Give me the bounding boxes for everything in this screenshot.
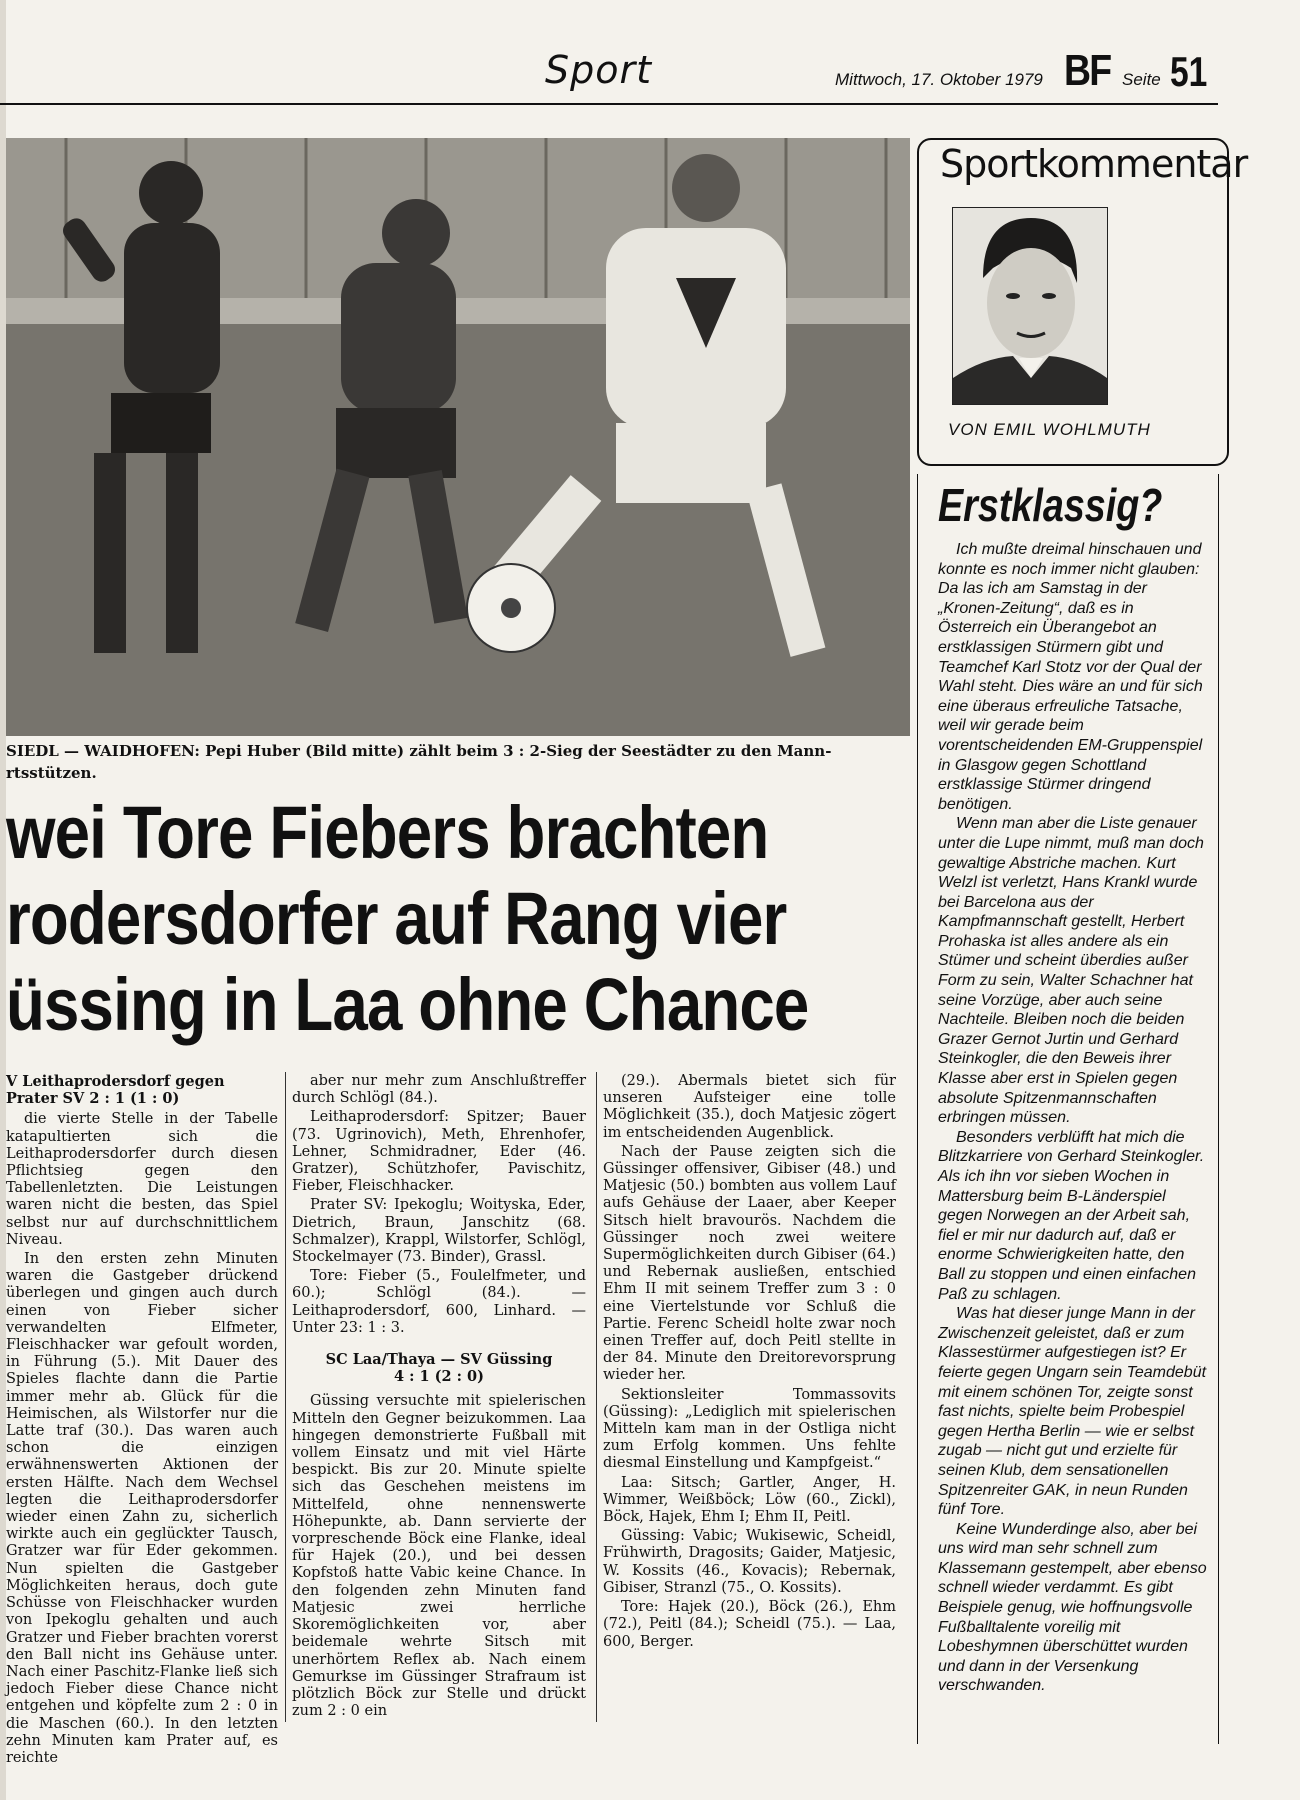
page-number: 51 [1170, 48, 1208, 95]
kommentar-author: VON EMIL WOHLMUTH [948, 420, 1151, 439]
photo-caption: SIEDL — WAIDHOFEN: Pepi Huber (Bild mitte) zählt beim 3 : 2-Sieg der Seestädter zu den Mann- rtsstützen. [6, 742, 832, 782]
paragraph: die vierte Stelle in der Tabelle katapultierten sich die Leithaprodersdorfer durch diesen Pflichtsieg gegen den Tabellenletzten. Die Leistungen waren nicht die besten, das Spiel selbst nur auf durchschnittlichem Niveau. [6, 1111, 278, 1248]
paragraph: Nach der Pause zeigten sich die Güssinger offensiver, Gibiser (48.) und Matjesic (50.) bombten aus vollem Lauf aufs Gehäuse der Laaer, aber Keeper Sitsch hielt bravourös. Nachdem die Güssinger noch zwei weitere Supermöglichkeiten durch Gibiser (64.) und Rebernak ausließen, entschied Ehm II mit seinem Treffer zum 3 : 0 eine Viertelstunde vor Schluß die Partie. Ferenc Scheidl holte zwar noch einen Treffer auf, doch Peitl stellte in der 84. Minute den Dreitorevorsprung wieder her. [603, 1143, 896, 1384]
kommentar-title: Sportkommentar [940, 142, 1248, 186]
paragraph: In den ersten zehn Minuten waren die Gastgeber drückend überlegen und gingen auch durch einen von Fieber sicher verwandelten Elfmeter, Fleischhacker war gefoult worden, in Führung (5.). Mit Dauer des Spieles flachte dann die Partie immer mehr ab. Glück für die Heimischen, als Wilstorfer nur die Latte traf (30.). Das waren auch schon die einzigen erwähnenswerten Aktionen der ersten Hälfte. Nach dem Wechsel legten die Leithaprodersdorfer wieder einen Zahn zu, sicherlich wirkte auch ein geglückter Tausch, Gratzer war für Eder gekommen. Nun spielten die Gastgeber Möglichkeiten heraus, doch gute Schüsse von Fleischhacker wurden von Ipekoglu gehalten und auch Gratzer und Fieber brachten vorerst den Ball nicht ins Gehäuse unter. Nach einer Paschitz-Flanke ließ sich jedoch Fieber diese Chance nicht entgehen und köpfelte zum 2 : 0 in die Maschen (60.). In den letzten zehn Minuten kam Prater auf, es reichte [6, 1251, 278, 1766]
headline-line-2: rodersdorfer auf Rang vier [6, 877, 787, 960]
newspaper-logo: BF [1064, 46, 1111, 95]
kommentar-rule-left [917, 474, 918, 1744]
paragraph: Keine Wunderdinge also, aber bei uns wird man sehr schnell zum Klassemann gestempelt, aber ebenso schnell wieder verdammt. Es gibt Beispiele genug, wie hoffnungsvolle Fußballtalente voreilig mit Lobeshymnen überschüttet wurden und dann in der Versenkung verschwanden. [938, 1520, 1207, 1695]
article-column-3 [603, 1073, 896, 1653]
paragraph: Tore: Hajek (20.), Böck (26.), Ehm (72.), Peitl (84.); Scheidl (75.). — Laa, 600, Berger. [603, 1599, 896, 1650]
header-rule [0, 103, 1218, 105]
kommentar-headline: Erstklassig? [938, 479, 1163, 531]
headline-line-3: üssing in Laa ohne Chance [6, 963, 809, 1046]
column-rule [596, 1072, 597, 1722]
column-rule [285, 1072, 286, 1722]
paragraph: Leithaprodersdorf: Spitzer; Bauer (73. Ugrinovich), Meth, Ehrenhofer, Lehner, Schmidradner, Eder (46. Gratzer), Schützhofer, Pavischitz, Fieber, Fleischhacker. [292, 1109, 586, 1195]
paragraph: Tore: Fieber (5., Foulelfmeter, und 60.); Schlögl (84.). — Leithaprodersdorf, 600, Linhard. — Unter 23: 1 : 3. [292, 1268, 586, 1336]
headline-line-1: wei Tore Fiebers brachten [6, 791, 769, 874]
author-portrait-image [953, 208, 1107, 404]
paragraph: Güssing versuchte mit spielerischen Mitteln den Gegner beizukommen. Laa hingegen demonstrierte Fußball mit vollem Einsatz und mit viel Härte bespickt. Bis zur 20. Minute spielte sich das Geschehen meistens im Mittelfeld, ohne nennenswerte Höhepunkte, ab. Dann servierte der vorpreschende Böck eine Flanke, ideal für Hajek (20.), und bei dessen Kopfstoß hatte Vabic keine Chance. In den folgenden zehn Minuten fand Matjesic zwei herrliche Skoremöglichkeiten vor, aber beidemale wehrte Sitsch mit unerhörtem Reflex ab. Nach einem Gemurkse im Güssinger Strafraum ist plötzlich Böck zur Stelle und drückt zum 2 : 0 ein [292, 1393, 586, 1720]
page-header [0, 0, 1300, 110]
match-subheading: SC Laa/Thaya — SV Güssing 4 : 1 (2 : 0) [325, 1351, 553, 1386]
paragraph: Besonders verblüfft hat mich die Blitzkarriere von Gerhard Steinkogler. Als ich ihn vor sieben Wochen in Mattersburg beim B-Länderspiel gegen Norwegen an der Arbeit sah, fiel er mir nur dadurch auf, daß er enorme Schwierigkeiten hatte, den Ball zu stoppen und einen einfachen Paß zu schlagen. [938, 1128, 1205, 1303]
paragraph: Was hat dieser junge Mann in der Zwischenzeit geleistet, daß er zum Klassestürmer aufgestiegen ist? Er feierte gegen Ungarn sein Teamdebüt mit einem schönen Tor, zeigte sonst fast nichts, spielte beim Probespiel gegen Hertha Berlin — wie er selbst zugab — nicht gut und erzielte für seinen Klub, dem sensationellen Spitzenreiter GAK, in neun Runden fünf Tore. [938, 1305, 1207, 1519]
paragraph: Sektionsleiter Tommassovits (Güssing): „Lediglich mit spielerischen Mitteln kam man in der Ostliga nicht zum Erfolg kommen. Uns fehlte diesmal Einstellung und Kampfgeist.“ [603, 1386, 896, 1472]
paragraph: Prater SV: Ipekoglu; Woityska, Eder, Dietrich, Braun, Janschitz (68. Schmalzer), Krappl, Wilstorfer, Schlögl, Stockelmayer (73. Binder), Grassl. [292, 1197, 586, 1266]
issue-date: Mittwoch, 17. Oktober 1979 [835, 70, 1043, 89]
paragraph: Laa: Sitsch; Gartler, Anger, H. Wimmer, Weißböck; Löw (60., Zickl), Böck, Hajek, Ehm I; Ehm II, Peitl. [603, 1474, 896, 1526]
paragraph: (29.). Abermals bietet sich für unseren Aufsteiger eine tolle Möglichkeit (35.), doch Matjesic zögert im entscheidenden Augenblick. [603, 1073, 896, 1141]
paragraph: Güssing: Vabic; Wukisewic, Scheidl, Frühwirth, Dragosits; Gaider, Matjesic, W. Kossits (46., Kovacis); Rebernak, Gibiser, Stranzl (75., O. Kossits). [603, 1528, 896, 1596]
paragraph: Ich mußte dreimal hinschauen und konnte es noch immer nicht glauben: Da las ich am Samstag in der „Kronen-Zeitung“, daß es in Österreich ein Überangebot an erstklassigen Stürmern gibt und Teamchef Karl Stotz vor der Qual der Wahl steht. Dies wäre an und für sich eine überaus erfreuliche Tatsache, weil wir gerade beim vorentscheidenden EM-Gruppenspiel in Glasgow gegen Schottland erstklassige Stürmer dringend benötigen. [938, 541, 1203, 813]
article-headline [6, 790, 809, 1048]
kommentar-body [938, 540, 1208, 1696]
kommentar-rule-right [1218, 474, 1219, 1744]
paragraph: aber nur mehr zum Anschlußtreffer durch Schlögl (84.). [292, 1073, 586, 1107]
paragraph: Wenn man aber die Liste genauer unter die Lupe nimmt, muß man doch gewaltige Abstriche machen. Kurt Welzl ist verletzt, Hans Krankl wurde bei Barcelona aus der Kampfmannschaft gestellt, Herbert Prohaska ist alles andere als ein Stümer und scheint überdies außer Form zu sein, Walter Schachner hat seine Vorzüge, aber auch seine Nachteile. Bleiben noch die beiden Grazer Gernot Jurtin und Gerhard Steinkogler, die den Beweis ihrer Klasse aber erst in Spielen gegen absolute Spitzenmannschaften erbringen müssen. [938, 815, 1204, 1127]
match-photo [6, 138, 910, 736]
page-label: Seite [1122, 70, 1161, 89]
match-photo-image [6, 138, 910, 736]
article-column-1 [6, 1073, 278, 1769]
article-column-2 [292, 1073, 586, 1722]
author-portrait [952, 207, 1108, 405]
match-subheading: V Leithaprodersdorf gegen Prater SV 2 : 1 (1 : 0) [6, 1073, 225, 1108]
section-title: Sport [545, 48, 653, 92]
